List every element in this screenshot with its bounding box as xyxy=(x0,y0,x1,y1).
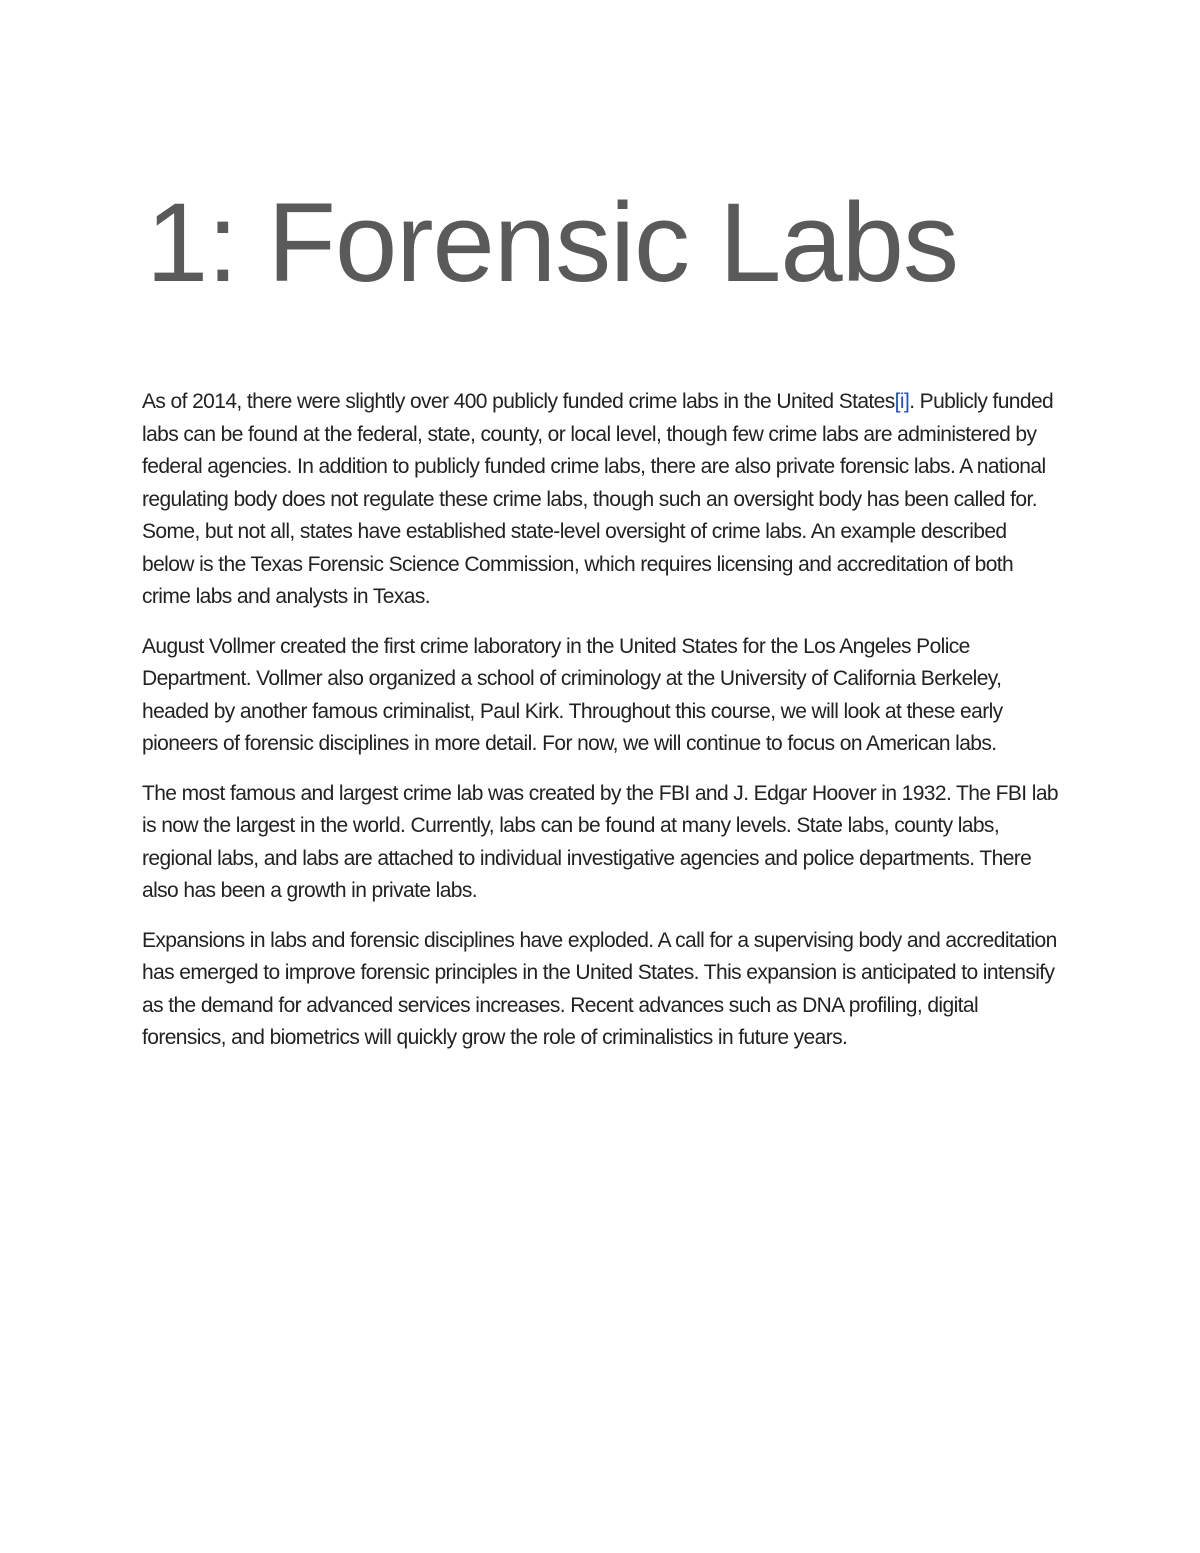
footnote-link[interactable]: [i] xyxy=(894,390,910,413)
paragraph-3: The most famous and largest crime lab was created by the FBI and J. Edgar Hoover in 1932. The FBI lab is now the largest in the world. Currently, labs can be found at many levels. State labs, county labs, regional labs, and labs are attached to individual investigative agencies and police departments. There also has been a growth in private labs. xyxy=(142,781,1059,902)
paragraph-2: August Vollmer created the first crime laboratory in the United States for the Los Angeles Police Department. Vollmer also organized a school of criminology at the University of California Berkeley, headed by another famous criminalist, Paul Kirk. Throughout this course, we will look at these early pioneers of forensic disciplines in more detail. For now, we will continue to focus on American labs. xyxy=(142,634,1003,755)
document-body xyxy=(142,386,1062,1072)
paragraph-1-text-end: . Publicly funded labs can be found at the federal, state, county, or local level, though few crime labs are administered by federal agencies. In addition to publicly funded crime labs, there are also private forensic labs. A national regulating body does not regulate these crime labs, though such an oversight body has been called for. Some, but not all, states have established state-level oversight of crime labs. An example described below is the Texas Forensic Science Commission, which requires licensing and accreditation of both crime labs and analysts in Texas. xyxy=(142,390,1054,608)
paragraph-1 xyxy=(142,386,1062,614)
page-title: 1: Forensic Labs xyxy=(146,180,958,305)
paragraph-1-text-start: As of 2014, there were slightly over 400 publicly funded crime labs in the United States xyxy=(142,390,895,413)
paragraph-4: Expansions in labs and forensic disciplines have exploded. A call for a supervising body and accreditation has emerged to improve forensic principles in the United States. This expansion is anticipated to intensify as the demand for advanced services increases. Recent advances such as DNA profiling, digital forensics, and biometrics will quickly grow the role of criminalistics in future years. xyxy=(142,928,1057,1049)
